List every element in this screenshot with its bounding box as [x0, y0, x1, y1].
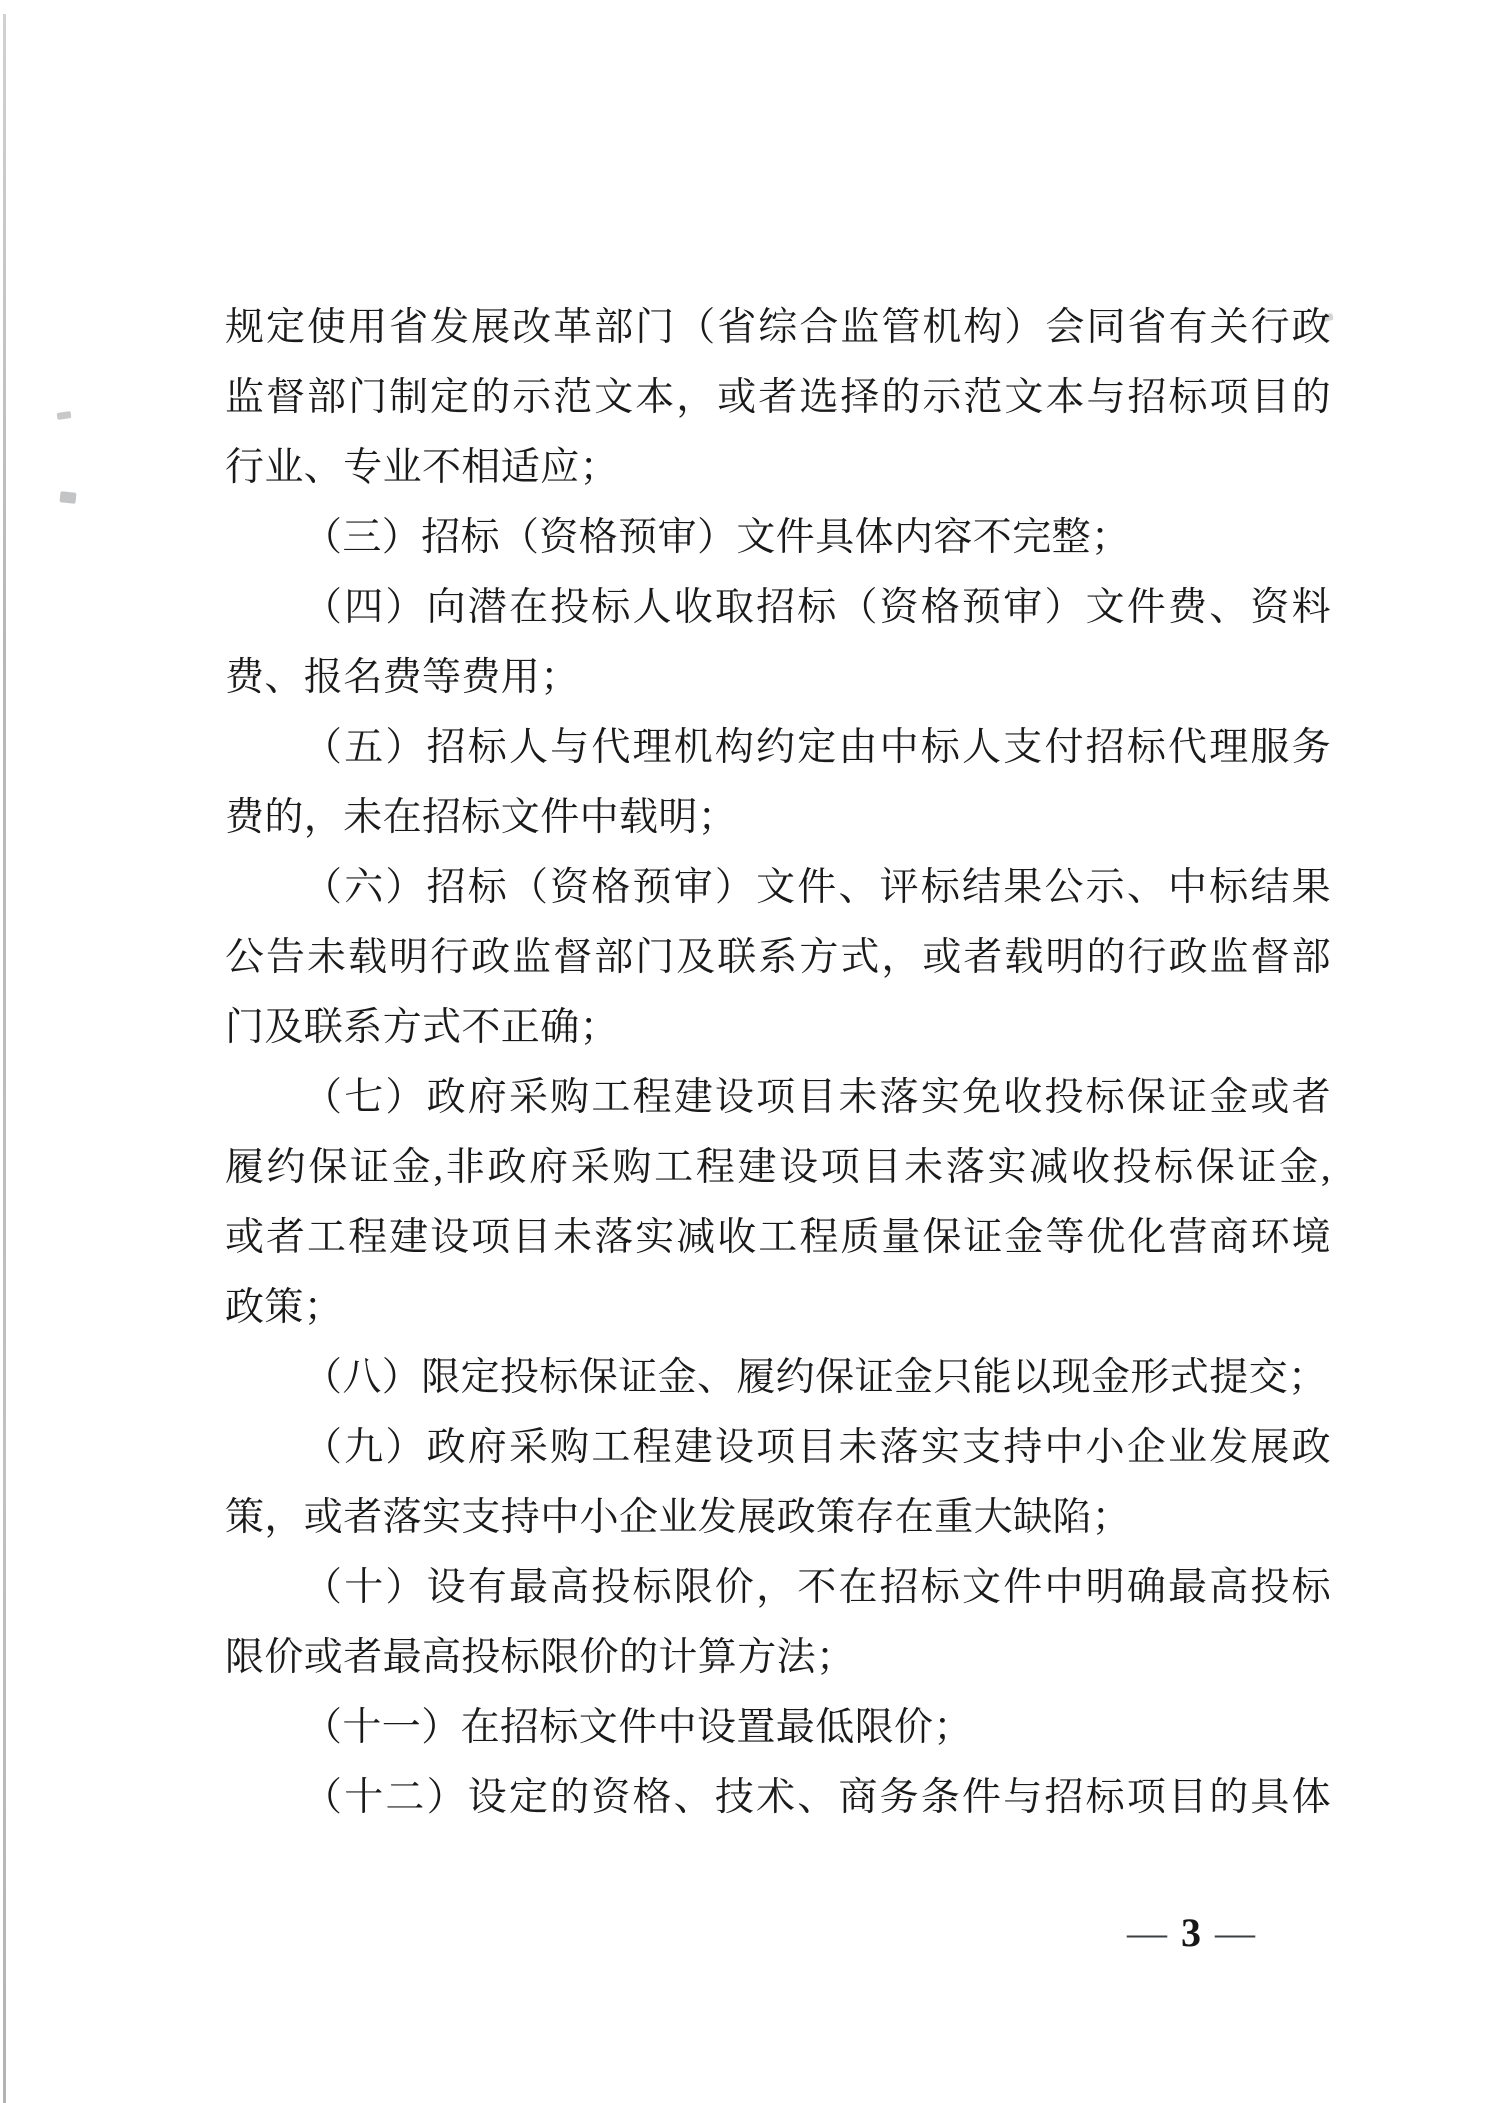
text-line: （十一）在招标文件中设置最低限价；	[303, 1706, 973, 1749]
paragraph	[225, 293, 1331, 503]
text-line: 或者工程建设项目未落实减收工程质量保证金等优化营商环境	[225, 1216, 1331, 1259]
paragraph	[225, 1693, 1331, 1763]
paragraph	[225, 1553, 1331, 1693]
page-number-dash-left: —	[1127, 1910, 1167, 1955]
paragraph	[225, 573, 1331, 713]
text-line: 行业、专业不相适应；	[225, 446, 620, 489]
text-line: 费的，未在招标文件中载明；	[225, 796, 738, 839]
scan-speck	[57, 411, 72, 420]
paragraph	[225, 1413, 1331, 1553]
text-line: 公告未载明行政监督部门及联系方式，或者载明的行政监督部	[225, 936, 1331, 979]
paragraph	[225, 1763, 1331, 1833]
text-line: （四）向潜在投标人收取招标（资格预审）文件费、资料	[303, 586, 1331, 629]
paragraph	[225, 503, 1331, 573]
body-text	[225, 293, 1331, 1833]
text-line: （十）设有最高投标限价，不在招标文件中明确最高投标	[303, 1566, 1331, 1609]
scan-edge-line	[3, 14, 6, 2103]
text-line: （三）招标（资格预审）文件具体内容不完整；	[303, 516, 1131, 559]
text-line: 规定使用省发展改革部门（省综合监管机构）会同省有关行政	[225, 306, 1331, 349]
text-line: 监督部门制定的示范文本，或者选择的示范文本与招标项目的	[225, 376, 1331, 419]
paragraph	[225, 1343, 1331, 1413]
paragraph	[225, 1063, 1331, 1343]
text-line: 履约保证金,非政府采购工程建设项目未落实减收投标保证金,	[225, 1146, 1331, 1189]
page-number-value: 3	[1181, 1910, 1201, 1955]
text-line: （九）政府采购工程建设项目未落实支持中小企业发展政	[303, 1426, 1331, 1469]
paragraph	[225, 713, 1331, 853]
paragraph	[225, 853, 1331, 1063]
text-line: 政策；	[225, 1286, 344, 1329]
text-line: （十二）设定的资格、技术、商务条件与招标项目的具体	[303, 1776, 1331, 1819]
text-line: 限价或者最高投标限价的计算方法；	[225, 1636, 856, 1679]
text-line: 门及联系方式不正确；	[225, 1006, 620, 1049]
text-line: （五）招标人与代理机构约定由中标人支付招标代理服务	[303, 726, 1331, 769]
scan-speck	[59, 491, 76, 504]
text-line: （六）招标（资格预审）文件、评标结果公示、中标结果	[303, 866, 1331, 909]
text-line: （七）政府采购工程建设项目未落实免收投标保证金或者	[303, 1076, 1331, 1119]
text-line: 策，或者落实支持中小企业发展政策存在重大缺陷；	[225, 1496, 1132, 1539]
text-line: （八）限定投标保证金、履约保证金只能以现金形式提交；	[303, 1356, 1328, 1399]
page-number	[1127, 1901, 1255, 1965]
page-number-dash-right: —	[1215, 1910, 1255, 1955]
text-line: 费、报名费等费用；	[225, 656, 580, 699]
